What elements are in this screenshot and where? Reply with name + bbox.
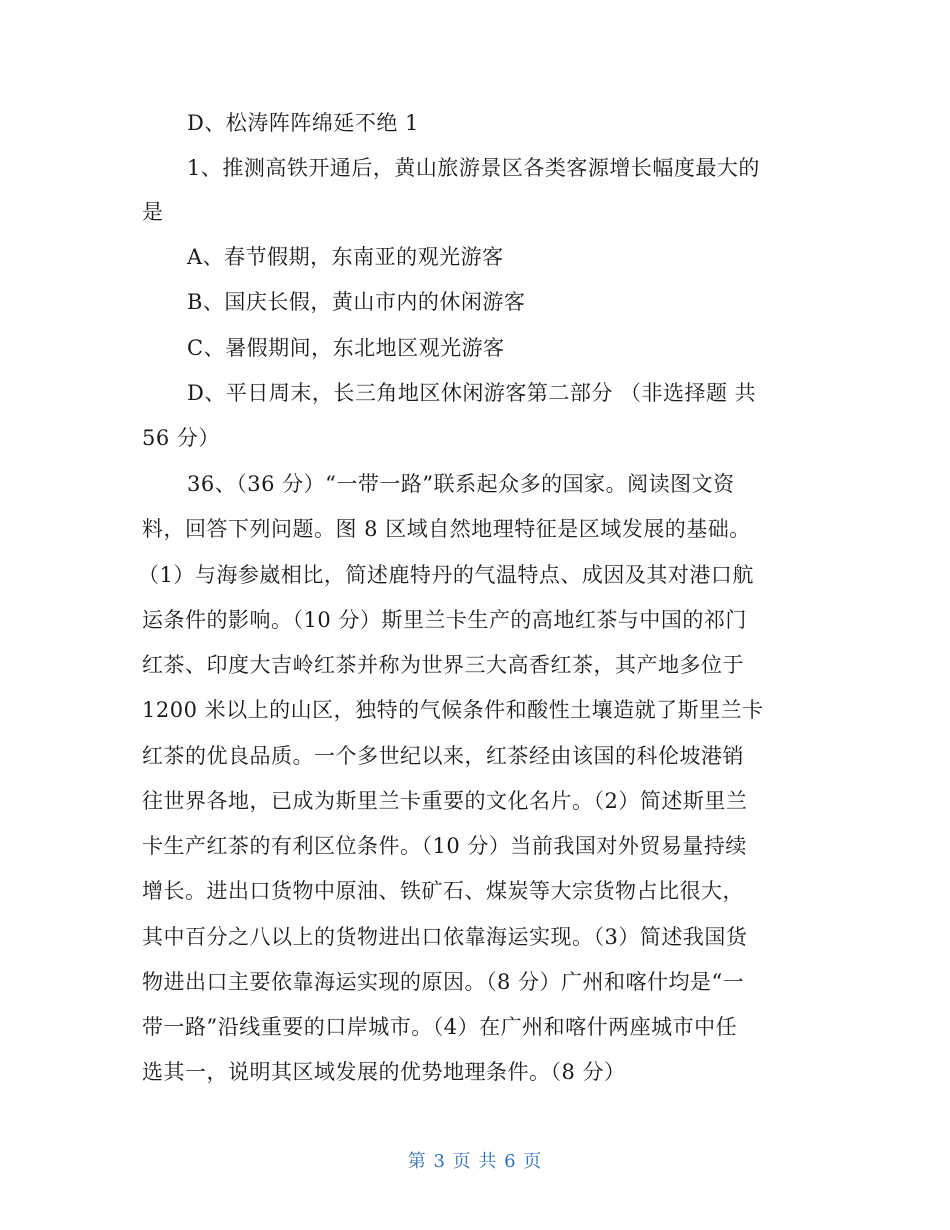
question-36-line: 料，回答下列问题。图 8 区域自然地理特征是区域发展的基础。 (142, 517, 751, 541)
question-36-line: （1）与海参崴相比，简述鹿特丹的气温特点、成因及其对港口航 (138, 563, 754, 587)
question-36-line: 运条件的影响。（10 分）斯里兰卡生产的高地红茶与中国的祁门 (142, 608, 747, 632)
question-1-option-b: B、国庆长假，黄山市内的休闲游客 (187, 290, 526, 314)
question-36-line: 增长。进出口货物中原油、铁矿石、煤炭等大宗货物占比很大， (142, 879, 744, 903)
question-36-line: 卡生产红茶的有利区位条件。（10 分）当前我国对外贸易量持续 (142, 834, 747, 858)
question-1-stem: 1、推测高铁开通后，黄山旅游景区各类客源增长幅度最大的 (187, 156, 760, 180)
previous-question-option-d: D、松涛阵阵绵延不绝 1 (187, 111, 419, 135)
question-1-option-a: A、春节假期，东南亚的观光游客 (187, 245, 504, 269)
question-36-line: 红茶、印度大吉岭红茶并称为世界三大高香红茶，其产地多位于 (142, 653, 744, 677)
question-36-line: 往世界各地，已成为斯里兰卡重要的文化名片。（2）简述斯里兰 (142, 789, 748, 813)
question-36-line: 带一路”沿线重要的口岸城市。（4）在广州和喀什两座城市中任 (142, 1015, 738, 1039)
question-36-line: 1200 米以上的山区，独特的气候条件和酸性土壤造就了斯里兰卡 (142, 698, 764, 722)
question-1-option-d: D、平日周末，长三角地区休闲游客第二部分 （非选择题 共 (187, 381, 757, 405)
section-two-score: 56 分） (142, 426, 220, 450)
question-1-stem-continued: 是 (142, 200, 164, 224)
page-footer: 第 3 页 共 6 页 (407, 1151, 543, 1172)
question-36-line: 36、（36 分）“一带一路”联系起众多的国家。阅读图文资 (187, 472, 735, 496)
question-36-line: 其中百分之八以上的货物进出口依靠海运实现。（3）简述我国货 (142, 925, 748, 949)
question-36-line: 物进出口主要依靠海运实现的原因。（8 分）广州和喀什均是“一 (142, 970, 745, 994)
question-1-option-c: C、暑假期间，东北地区观光游客 (187, 336, 505, 360)
question-36-line: 红茶的优良品质。一个多世纪以来，红茶经由该国的科伦坡港销 (142, 744, 744, 768)
question-36-line: 选其一，说明其区域发展的优势地理条件。（8 分） (142, 1060, 626, 1084)
